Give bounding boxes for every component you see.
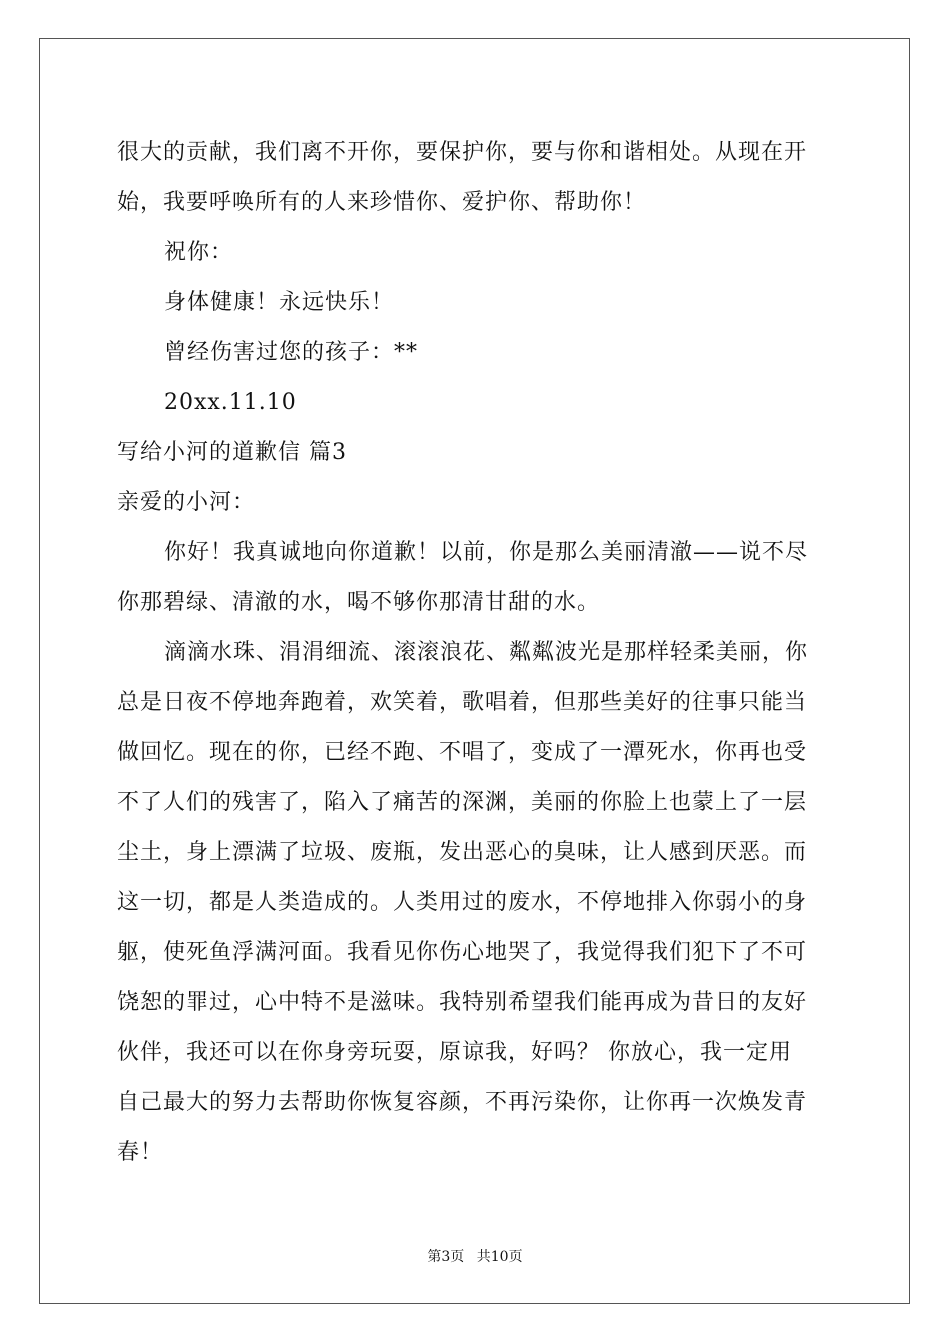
text-line: 不了人们的残害了，陷入了痛苦的深渊，美丽的你脸上也蒙上了一层: [117, 790, 808, 815]
section-title: 写给小河的道歉信 篇3: [117, 440, 347, 465]
document-body: [117, 128, 833, 1178]
page-number-total: 共10页: [476, 1249, 523, 1265]
text-line: 做回忆。现在的你，已经不跑、不唱了，变成了一潭死水，你再也受: [117, 740, 808, 765]
text-line: 你那碧绿、清澈的水，喝不够你那清甘甜的水。: [117, 590, 601, 615]
text-line: 很大的贡献，我们离不开你，要保护你，要与你和谐相处。从现在开: [117, 140, 808, 165]
text-line: 你好！我真诚地向你道歉！以前，你是那么美丽清澈——说不尽: [164, 540, 809, 565]
text-line: 饶恕的罪过，心中特不是滋味。我特别希望我们能再成为昔日的友好: [117, 990, 808, 1015]
wish-line: 身体健康！永远快乐！: [164, 290, 395, 315]
text-line: 春！: [117, 1140, 164, 1165]
signature-line: 曾经伤害过您的孩子：**: [164, 340, 419, 365]
text-line: 总是日夜不停地奔跑着，欢笑着，歌唱着，但那些美好的往事只能当: [117, 690, 808, 715]
text-line: 滴滴水珠、涓涓细流、滚滚浪花、粼粼波光是那样轻柔美丽，你: [164, 640, 809, 665]
text-line: 伙伴，我还可以在你身旁玩耍，原谅我，好吗？ 你放心，我一定用: [117, 1040, 792, 1065]
page-number-current: 第3页: [427, 1249, 465, 1265]
salutation-line: 亲爱的小河：: [117, 490, 256, 515]
greeting-line: 祝你：: [164, 240, 234, 265]
text-line: 始，我要呼唤所有的人来珍惜你、爱护你、帮助你！: [117, 190, 647, 215]
text-line: 躯，使死鱼浮满河面。我看见你伤心地哭了，我觉得我们犯下了不可: [117, 940, 808, 965]
text-line: 自己最大的努力去帮助你恢复容颜，不再污染你，让你再一次焕发青: [117, 1090, 808, 1115]
page-footer: [0, 1247, 950, 1267]
text-line: 这一切，都是人类造成的。人类用过的废水，不停地排入你弱小的身: [117, 890, 808, 915]
date-line: 20xx.11.10: [164, 390, 297, 415]
text-line: 尘土，身上漂满了垃圾、废瓶，发出恶心的臭味，让人感到厌恶。而: [117, 840, 808, 865]
